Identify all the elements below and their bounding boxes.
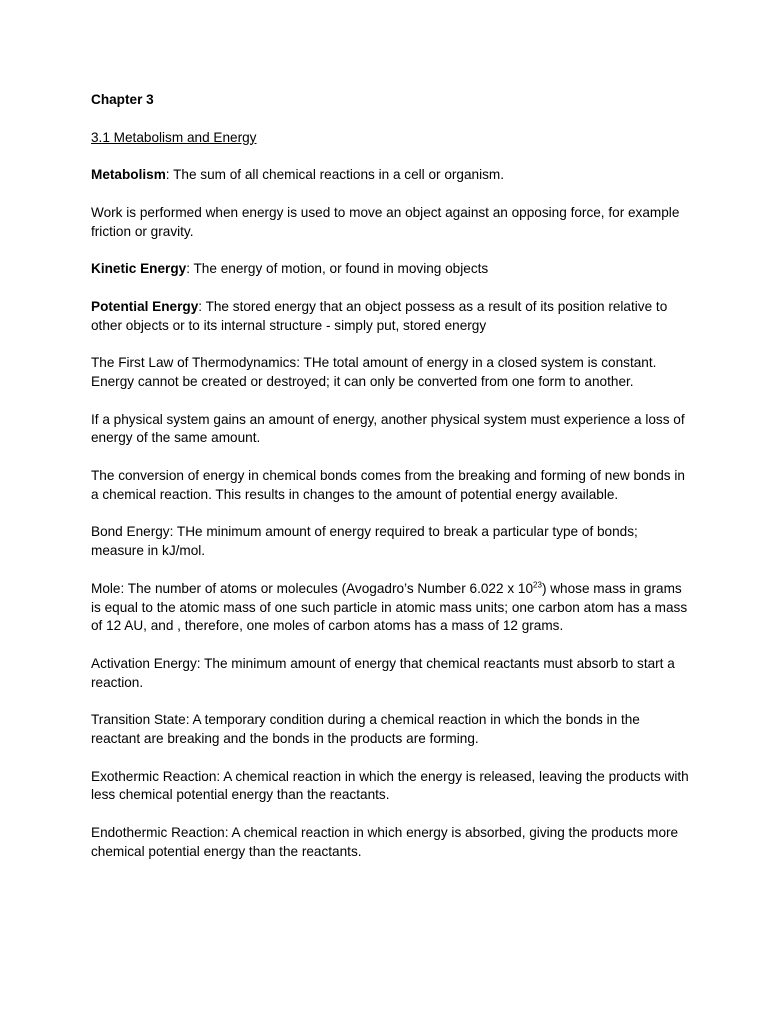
mole-text-start: Mole: The number of atoms or molecules (Avogadro’s Number 6.022 x 10	[91, 580, 534, 596]
energy-gain-paragraph: If a physical system gains an amount of energy, another physical system must experience a loss of energy of the same amount.	[91, 411, 685, 446]
bond-energy-paragraph: Bond Energy: THe minimum amount of energy required to break a particular type of bonds; measure in kJ/mol.	[91, 524, 638, 559]
work-paragraph: Work is performed when energy is used to move an object against an opposing force, for example friction or gravity.	[91, 204, 680, 239]
section-heading	[91, 129, 691, 148]
kinetic-energy-term: Kinetic Energy	[91, 261, 187, 277]
exothermic-reaction-paragraph: Exothermic Reaction: A chemical reaction in which the energy is released, leaving the products with less chemical potential energy than the reactants.	[91, 768, 689, 803]
first-law-paragraph: The First Law of Thermodynamics: THe total amount of energy in a closed system is constant. Energy cannot be created or destroyed; it can only be converted from one form to another.	[91, 355, 657, 389]
endothermic-reaction-paragraph: Endothermic Reaction: A chemical reaction in which energy is absorbed, giving the products more chemical potential energy than the reactants.	[91, 825, 679, 859]
kinetic-energy-definition	[91, 260, 691, 279]
section-heading-text: 3.1 Metabolism and Energy	[91, 129, 257, 145]
transition-state-paragraph: Transition State: A temporary condition during a chemical reaction in which the bonds in the reactant are breaking and the bonds in the products are forming.	[91, 712, 640, 747]
chapter-title: Chapter 3	[91, 92, 154, 107]
metabolism-definition	[91, 166, 691, 185]
potential-energy-term: Potential Energy	[91, 298, 199, 314]
mole-exponent: 23	[533, 580, 542, 590]
potential-energy-text: : The stored energy that an object possess as a result of its position relative to other objects or to its internal structure - simply put, stored energy	[91, 298, 668, 333]
activation-energy-paragraph: Activation Energy: The minimum amount of energy that chemical reactants must absorb to start a reaction.	[91, 655, 675, 690]
kinetic-energy-text: : The energy of motion, or found in moving objects	[186, 261, 489, 277]
metabolism-term: Metabolism	[91, 167, 166, 183]
bond-conversion-paragraph: The conversion of energy in chemical bonds comes from the breaking and forming of new bonds in a chemical reaction. This results in changes to the amount of potential energy available.	[91, 467, 685, 502]
potential-energy-definition	[91, 298, 691, 336]
mole-paragraph	[91, 580, 691, 636]
metabolism-text: : The sum of all chemical reactions in a cell or organism.	[165, 167, 505, 183]
document-page	[91, 91, 691, 880]
mole-text-end: ) whose mass in grams is equal to the atomic mass of one such particle in atomic mass units; one carbon atom has a mass of 12 AU, and , therefore, one moles of carbon atoms has a mass of 12 grams.	[91, 580, 688, 634]
